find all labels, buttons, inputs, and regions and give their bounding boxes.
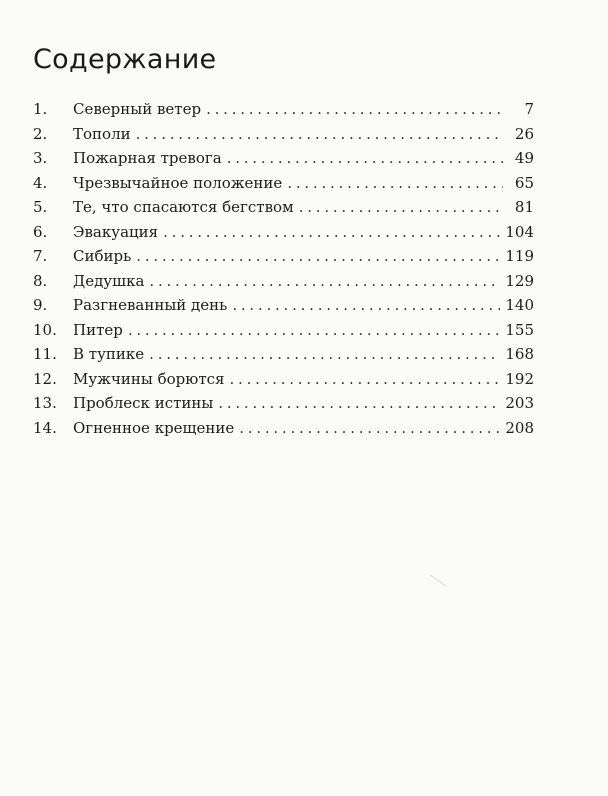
chapter-number: 9. xyxy=(33,296,48,314)
chapter-number: 4. xyxy=(33,173,48,192)
page-number: 208 xyxy=(505,418,534,437)
dot-leader xyxy=(230,367,501,392)
table-of-contents xyxy=(33,97,534,440)
page-number: 49 xyxy=(514,149,534,167)
page-number: 168 xyxy=(505,345,534,363)
chapter-number: 7. xyxy=(33,247,48,265)
page-number: 129 xyxy=(505,271,534,290)
chapter-title: Сибирь xyxy=(73,247,132,265)
dot-leader xyxy=(136,244,500,269)
chapter-title: Мужчины борются xyxy=(73,369,225,388)
toc-entry xyxy=(33,318,534,343)
toc-entry xyxy=(33,195,534,220)
toc-entry xyxy=(33,244,534,269)
dot-leader xyxy=(232,293,500,318)
dot-leader xyxy=(163,220,500,245)
page-number: 104 xyxy=(505,222,534,241)
dot-leader xyxy=(299,195,503,220)
chapter-number: 8. xyxy=(33,271,48,290)
page-title: Содержание xyxy=(33,44,217,75)
toc-entry xyxy=(33,367,534,392)
dot-leader xyxy=(149,342,500,367)
paper-scuff-mark xyxy=(430,574,447,586)
dot-leader xyxy=(206,97,503,122)
chapter-title: Проблеск истины xyxy=(73,394,214,412)
toc-entry xyxy=(33,171,534,196)
chapter-number: 12. xyxy=(33,369,57,388)
chapter-title: Северный ветер xyxy=(73,100,202,118)
chapter-title: Те, что спасаются бегством xyxy=(73,198,294,216)
toc-entry xyxy=(33,122,534,147)
chapter-title: Питер xyxy=(73,320,123,339)
dot-leader xyxy=(227,146,503,171)
page-number: 140 xyxy=(505,296,534,314)
page-number: 26 xyxy=(514,124,534,143)
page-number: 7 xyxy=(524,100,534,118)
page-number: 203 xyxy=(505,394,534,412)
page-number: 65 xyxy=(514,173,534,192)
toc-entry xyxy=(33,342,534,367)
chapter-title: Эвакуация xyxy=(73,222,159,241)
toc-entry xyxy=(33,391,534,416)
chapter-title: Чрезвычайное положение xyxy=(73,173,283,192)
chapter-title: Тополи xyxy=(73,124,131,143)
chapter-number: 6. xyxy=(33,222,48,241)
chapter-title: Пожарная тревога xyxy=(73,149,222,167)
chapter-number: 1. xyxy=(33,100,48,118)
chapter-title: Разгневанный день xyxy=(73,296,228,314)
dot-leader xyxy=(136,122,503,147)
toc-entry xyxy=(33,269,534,294)
toc-entry xyxy=(33,416,534,441)
page-number: 155 xyxy=(505,320,534,339)
chapter-title: В тупике xyxy=(73,345,145,363)
chapter-number: 14. xyxy=(33,418,57,437)
chapter-title: Огненное крещение xyxy=(73,418,235,437)
dot-leader xyxy=(287,171,503,196)
dot-leader xyxy=(218,391,500,416)
dot-leader xyxy=(128,318,501,343)
chapter-number: 5. xyxy=(33,198,48,216)
toc-entry xyxy=(33,97,534,122)
toc-entry xyxy=(33,146,534,171)
chapter-number: 2. xyxy=(33,124,48,143)
dot-leader xyxy=(239,416,500,441)
chapter-number: 11. xyxy=(33,345,57,363)
chapter-number: 3. xyxy=(33,149,48,167)
toc-entry xyxy=(33,293,534,318)
page-number: 81 xyxy=(514,198,534,216)
page-number: 192 xyxy=(505,369,534,388)
page-number: 119 xyxy=(505,247,534,265)
toc-entry xyxy=(33,220,534,245)
chapter-number: 13. xyxy=(33,394,57,412)
chapter-title: Дедушка xyxy=(73,271,145,290)
chapter-number: 10. xyxy=(33,320,57,339)
dot-leader xyxy=(149,269,500,294)
